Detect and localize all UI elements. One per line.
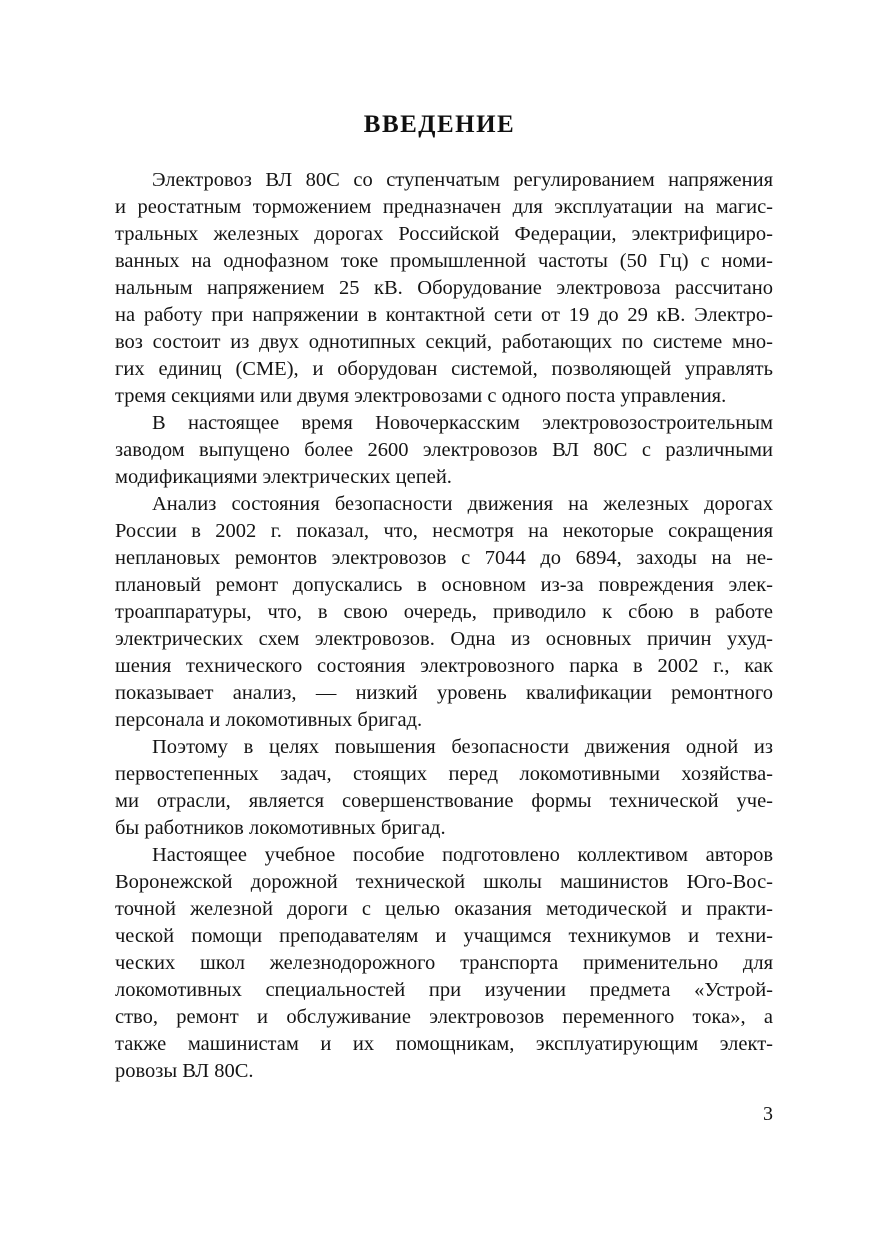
page-number: 3 — [763, 1103, 773, 1125]
text-line: бы работников локомотивных бригад. — [115, 817, 446, 839]
paragraph — [115, 491, 773, 734]
text-line: на работу при напряжении в контактной сети от 19 до 29 кВ. Электро- — [115, 304, 773, 326]
paragraph — [115, 842, 773, 1085]
text-line: нальным напряжением 25 кВ. Оборудование электровоза рассчитано — [115, 277, 773, 299]
text-line: модификациями электрических цепей. — [115, 466, 452, 488]
text-line: Настоящее учебное пособие подготовлено коллективом авторов — [152, 844, 773, 866]
text-line: гих единиц (СМЕ), и оборудован системой, позволяющей управлять — [115, 358, 773, 380]
text-line: также машинистам и их помощникам, эксплуатирующим элект- — [115, 1033, 773, 1055]
paragraph — [115, 410, 773, 491]
text-line: плановый ремонт допускались в основном из-за повреждения элек- — [115, 574, 773, 596]
text-line: Электровоз ВЛ 80С со ступенчатым регулированием напряжения — [152, 169, 773, 191]
text-line: троаппаратуры, что, в свою очередь, приводило к сбою в работе — [115, 601, 773, 623]
text-line: Анализ состояния безопасности движения на железных дорогах — [152, 493, 773, 515]
text-line: ванных на однофазном токе промышленной частоты (50 Гц) с номи- — [115, 250, 773, 272]
text-line: тральных железных дорогах Российской Федерации, электрифициро- — [115, 223, 773, 245]
text-line: заводом выпущено более 2600 электровозов ВЛ 80С с различными — [115, 439, 773, 461]
text-line: неплановых ремонтов электровозов с 7044 до 6894, заходы на не- — [115, 547, 773, 569]
text-line: локомотивных специальностей при изучении предмета «Устрой- — [115, 979, 773, 1001]
text-line: первостепенных задач, стоящих перед локомотивными хозяйства- — [115, 763, 773, 785]
text-line: ровозы ВЛ 80С. — [115, 1060, 254, 1082]
text-line: точной железной дороги с целью оказания методической и практи- — [115, 898, 773, 920]
text-line: Поэтому в целях повышения безопасности движения одной из — [152, 736, 773, 758]
page-body — [115, 167, 773, 1085]
text-line: электрических схем электровозов. Одна из основных причин ухуд- — [115, 628, 773, 650]
page-title: ВВЕДЕНИЕ — [363, 111, 516, 138]
text-line: и реостатным торможением предназначен для эксплуатации на магис- — [115, 196, 773, 218]
text-line: воз состоит из двух однотипных секций, работающих по системе мно- — [115, 331, 773, 353]
text-line: ческих школ железнодорожного транспорта применительно для — [115, 952, 773, 974]
text-line: В настоящее время Новочеркасским электровозостроительным — [152, 412, 773, 434]
text-line: ство, ремонт и обслуживание электровозов переменного тока», а — [115, 1006, 773, 1028]
text-line: России в 2002 г. показал, что, несмотря на некоторые сокращения — [115, 520, 773, 542]
text-line: показывает анализ, — низкий уровень квалификации ремонтного — [115, 682, 773, 704]
text-line: ми отрасли, является совершенствование формы технической уче- — [115, 790, 773, 812]
text-line: тремя секциями или двумя электровозами с одного поста управления. — [115, 385, 727, 407]
paragraph — [115, 167, 773, 410]
paragraph — [115, 734, 773, 842]
text-line: персонала и локомотивных бригад. — [115, 709, 423, 731]
text-line: Воронежской дорожной технической школы машинистов Юго-Вос- — [115, 871, 773, 893]
text-line: шения технического состояния электровозного парка в 2002 г., как — [115, 655, 773, 677]
text-line: ческой помощи преподавателям и учащимся техникумов и техни- — [115, 925, 773, 947]
